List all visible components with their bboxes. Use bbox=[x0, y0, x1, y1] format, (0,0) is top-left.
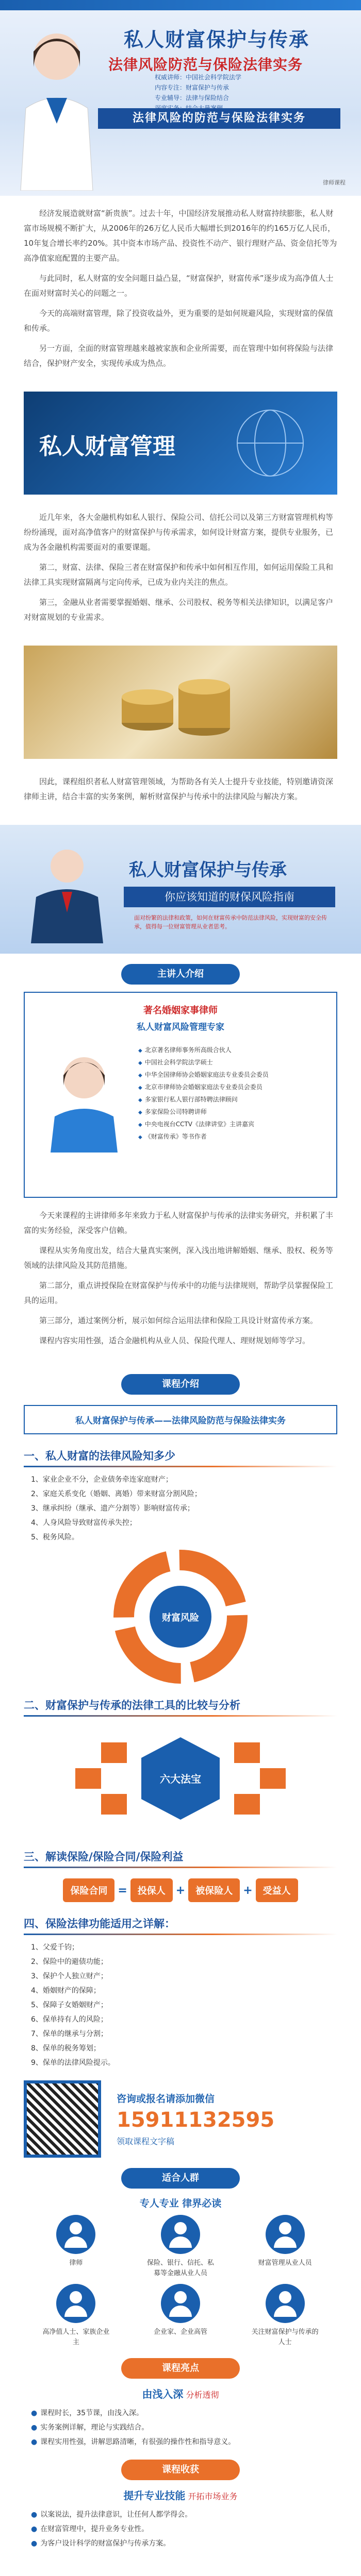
function-item: 2、保险中的避债功能； bbox=[31, 1958, 108, 1966]
function-item: 8、保单的税务筹划； bbox=[31, 2044, 101, 2053]
formula-contract: 保险合同 bbox=[63, 1878, 114, 1902]
middle-section bbox=[0, 500, 361, 640]
function-item: 4、婚姻财产的保障； bbox=[31, 1987, 101, 1995]
intro-section bbox=[0, 196, 361, 386]
lecturer-portrait-icon bbox=[10, 21, 103, 191]
risk-item: 2、家庭关系变化（婚姻、离婚）带来财富分割风险； bbox=[31, 1490, 202, 1498]
crowd-header: 专人专业 律界必读 bbox=[139, 2198, 222, 2209]
function-item: 1、父爱千钧； bbox=[31, 1943, 79, 1952]
gains-heading: 提升专业技能 bbox=[123, 2489, 186, 2502]
person-icon bbox=[56, 2215, 95, 2254]
middle-paragraph: 第三，金融从业者需要掌握婚姻、继承、公司股权、税务等相关法律知识，以满足客户对财富规划的专业需求。 bbox=[24, 598, 334, 622]
credential-item: ◆ 北京市律师协会婚姻家庭法专业委员会委员 bbox=[138, 1081, 324, 1094]
crowd-cell bbox=[144, 2215, 217, 2279]
risk-item: 5、税务风险。 bbox=[31, 1533, 79, 1541]
contact-line-3: 领取课程文字稿 bbox=[117, 2137, 175, 2146]
formula-plus: + bbox=[175, 1884, 186, 1897]
course-paragraph: 第二部分，重点讲授保险在财富保护与传承中的功能与法律规则，帮助学员掌握保险工具的运用。 bbox=[24, 1281, 334, 1305]
section-heading-4: 四、保险法律功能适用之详解： bbox=[24, 1916, 337, 1935]
intro-paragraph: 与此同时，私人财富的安全问题日益凸显，“财富保护，财富传承”逐步成为高净值人士在面对财富时关心的问题之一。 bbox=[24, 274, 334, 298]
section-heading-3: 三、解读保险/保险合同/保险利益 bbox=[24, 1849, 337, 1868]
person-icon bbox=[56, 2284, 95, 2323]
coins-image bbox=[24, 646, 337, 759]
highlight-item: ● 课程实用性强，讲解思路清晰，有很强的操作性和指导意义。 bbox=[31, 2435, 330, 2449]
contact-block bbox=[24, 2080, 337, 2158]
section-heading-2: 二、财富保护与传承的法律工具的比较与分析 bbox=[24, 1697, 337, 1717]
credential-item: ◆ 多家保险公司特聘讲师 bbox=[138, 1106, 324, 1118]
guide-banner-note: 面对纷繁的法律和政策，如何在财富传承中防范法律风险，实现财富的安全传承，值得每一位财富管理从业者思考。 bbox=[134, 914, 327, 930]
crowd-row bbox=[24, 2284, 337, 2348]
formula-insured: 被保险人 bbox=[188, 1878, 240, 1902]
tools-center-label: 六大法宝 bbox=[160, 1773, 201, 1785]
person-icon bbox=[266, 2284, 305, 2323]
function-item: 6、保单持有人的风险； bbox=[31, 2015, 108, 2024]
crowd-section bbox=[24, 2196, 337, 2348]
function-list bbox=[31, 1940, 330, 2070]
highlights-heading: 由浅入深 bbox=[142, 2388, 184, 2400]
closing-paragraph: 因此，课程组织者私人财富管理领域，为帮助各有关人士提升专业技能，特别邀请资深律师主讲，结合丰富的实务案例，解析财富保护与传承中的法律风险与解决方案。 bbox=[24, 777, 334, 801]
function-item: 3、保护个人独立财产； bbox=[31, 1972, 108, 1980]
intro-paragraph: 另一方面，全面的财富管理越来越被家族和企业所需要，而在管理中如何将保险与法律结合，保护财产安全，实现传承成为热点。 bbox=[24, 344, 334, 368]
hero-bar: 法律风险的防范与保险法律实务 bbox=[98, 108, 340, 129]
person-icon bbox=[161, 2215, 200, 2254]
intro-paragraph: 今天的高端财富管理，除了投资收益外，更为重要的是如何规避风险，实现财富的保值和传承。 bbox=[24, 309, 334, 333]
function-item: 5、保障子女婚姻财产； bbox=[31, 2001, 108, 2009]
gain-item: ● 为客户设计科学的财富保护与传承方案。 bbox=[31, 2536, 330, 2551]
lecturer-photo-icon bbox=[40, 1044, 128, 1153]
crowd-text: 关注财富保护与传承的人士 bbox=[251, 2328, 319, 2346]
highlights-box bbox=[24, 2386, 337, 2401]
middle-paragraph: 近几年来，各大金融机构如私人银行、保险公司、信托公司以及第三方财富管理机构等纷纷涌现，面对高净值客户的财富保护与传承需求，如何设计财富方案，提供专业服务，已成为各金融机构需要面对的重要课题。 bbox=[24, 513, 334, 552]
crowd-cell bbox=[144, 2284, 217, 2348]
risk-item: 4、人身风险导致财富传承失控； bbox=[31, 1519, 137, 1527]
closing-section bbox=[0, 764, 361, 820]
function-item: 9、保单的法律风险提示。 bbox=[31, 2059, 115, 2067]
coin-stack-icon bbox=[117, 666, 245, 743]
hero-subtitle: 法律风险防范与保险法律实务 bbox=[108, 56, 303, 73]
insurance-formula bbox=[0, 1878, 361, 1902]
course-intro-title: 私人财富保护与传承——法律风险防范与保险法律实务 bbox=[75, 1416, 286, 1426]
wealth-image bbox=[24, 392, 337, 495]
credential-item: ◆ 中国社会科学院法学硕士 bbox=[138, 1057, 324, 1069]
function-item: 7、保单的继承与分割； bbox=[31, 2030, 108, 2038]
guide-banner-title: 私人财富保护与传承 bbox=[129, 860, 287, 880]
crowd-cell bbox=[249, 2284, 321, 2348]
lecturer-card bbox=[24, 992, 337, 1198]
hero-title: 私人财富保护与传承 bbox=[124, 28, 310, 51]
hero-top-band bbox=[0, 0, 361, 10]
course-paragraph: 第三部分，通过案例分析，展示如何综合运用法律和保险工具设计财富传承方案。 bbox=[39, 1316, 318, 1325]
contact-text bbox=[117, 2091, 274, 2147]
formula-equals: = bbox=[118, 1884, 127, 1897]
middle-paragraph: 第二，财富、法律、保险三者在财富保护和传承中如何相互作用，如何运用保险工具和法律工具实现财富隔离与定向传承，已成为业内关注的焦点。 bbox=[24, 563, 334, 587]
lecturer-credentials bbox=[138, 1044, 324, 1143]
course-paragraph: 课程从实务角度出发，结合大量真实案例，深入浅出地讲解婚姻、继承、股权、税务等领域的法律风险及其防范措施。 bbox=[24, 1246, 334, 1270]
intro-paragraph: 经济发展造就财富“新贵族”。过去十年，中国经济发展推动私人财富持续膨胀，私人财富市场规模不断扩大，从2006年的26万亿人民币大幅增长到2016年的约165万亿人民币，10年复合增长率约20%。其中资本市场产品、投资性不动产、银行理财产品、资金信托等为高净值家庭配置的主要产品。 bbox=[24, 209, 337, 263]
crowd-text: 律师 bbox=[69, 2259, 83, 2267]
lecturer-label: 主讲人介绍 bbox=[121, 964, 240, 985]
globe-icon bbox=[219, 407, 322, 479]
hero-tag: 律师课程 bbox=[323, 179, 346, 186]
hero-features bbox=[155, 72, 304, 113]
risk-center-label: 财富风险 bbox=[162, 1613, 199, 1623]
course-text-section bbox=[0, 1198, 361, 1364]
lecturer-title-1: 著名婚姻家事律师 bbox=[143, 1005, 218, 1016]
person-icon bbox=[266, 2215, 305, 2254]
hero-feature: 内容专注：财富保护与传承 bbox=[155, 84, 229, 91]
crowd-text: 高净值人士、家族企业主 bbox=[42, 2328, 110, 2346]
gain-item: ● 以案说法，提升法律意识，让任何人都学得会。 bbox=[31, 2507, 330, 2522]
risk-list bbox=[31, 1472, 330, 1545]
crowd-cell bbox=[40, 2215, 112, 2279]
person-icon bbox=[161, 2284, 200, 2323]
crowd-text: 保险、银行、信托、私募等金融从业人员 bbox=[146, 2259, 214, 2277]
qr-code-icon[interactable] bbox=[24, 2080, 101, 2158]
credential-item: ◆ 《财富传承》等书作者 bbox=[138, 1131, 324, 1143]
course-paragraph: 今天来课程的主讲律师多年来致力于私人财富保护与传承的法律实务研究，并积累了丰富的实务经验，深受客户信赖。 bbox=[24, 1211, 334, 1235]
gains-label: 课程收获 bbox=[121, 2460, 240, 2480]
crowd-label: 适合人群 bbox=[121, 2168, 240, 2189]
crowd-text: 财富管理从业人员 bbox=[258, 2259, 312, 2267]
contact-line-1: 咨询或报名请添加微信 bbox=[117, 2093, 215, 2105]
credential-item: ◆ 中华全国律师协会婚姻家庭法专业委员会委员 bbox=[138, 1069, 324, 1081]
contact-phone[interactable]: 15911132595 bbox=[117, 2108, 275, 2132]
highlights-sub: 分析透彻 bbox=[186, 2390, 219, 2400]
highlight-item: ● 课程时长，35节课，由浅入深。 bbox=[31, 2406, 330, 2420]
hero-feature: 权威讲师：中国社会科学院法学 bbox=[155, 74, 242, 81]
guide-banner bbox=[0, 825, 361, 954]
formula-plus: + bbox=[243, 1884, 253, 1897]
gains-box bbox=[24, 2487, 337, 2502]
risk-item: 1、家业企业不分，企业债务牵连家庭财产； bbox=[31, 1476, 173, 1484]
highlight-item: ● 实务案例详解，理论与实践结合。 bbox=[31, 2420, 330, 2435]
lecturer-title-2: 私人财富风险管理专家 bbox=[137, 1022, 224, 1032]
gain-item: ● 在财富管理中，提升业务专业性。 bbox=[31, 2522, 330, 2536]
crowd-cell bbox=[249, 2215, 321, 2279]
business-person-icon bbox=[21, 840, 113, 943]
risk-diagram bbox=[24, 1550, 337, 1684]
gains-sub: 开拓市场业务 bbox=[188, 2492, 238, 2501]
guide-banner-bar: 你应该知道的财保风险指南 bbox=[124, 887, 335, 907]
formula-policyholder: 投保人 bbox=[130, 1878, 173, 1902]
formula-beneficiary: 受益人 bbox=[256, 1878, 298, 1902]
hero-banner bbox=[0, 0, 361, 196]
tools-diagram bbox=[24, 1722, 337, 1835]
crowd-cell bbox=[40, 2284, 112, 2348]
course-intro-box bbox=[24, 1405, 337, 1434]
risk-item: 3、继承纠纷（继承、遗产分割等）影响财富传承； bbox=[31, 1504, 194, 1513]
highlights-label: 课程亮点 bbox=[121, 2358, 240, 2379]
crowd-row bbox=[24, 2215, 337, 2279]
credential-item: ◆ 北京著名律师事务所高级合伙人 bbox=[138, 1044, 324, 1057]
course-intro-label: 课程介绍 bbox=[121, 1374, 240, 1395]
crowd-text: 企业家、企业高管 bbox=[153, 2328, 207, 2336]
course-paragraph: 课程内容实用性强，适合金融机构从业人员、保险代理人、理财规划师等学习。 bbox=[39, 1336, 310, 1345]
credential-item: ◆ 中央电视台CCTV《法律讲堂》主讲嘉宾 bbox=[138, 1118, 324, 1131]
credential-item: ◆ 多家银行私人银行部特聘法律顾问 bbox=[138, 1094, 324, 1106]
section-heading-1: 一、私人财富的法律风险知多少 bbox=[24, 1448, 337, 1467]
wealth-image-caption: 私人财富管理 bbox=[39, 433, 175, 460]
hero-feature: 专业辅导：法律与保险结合 bbox=[155, 94, 229, 101]
